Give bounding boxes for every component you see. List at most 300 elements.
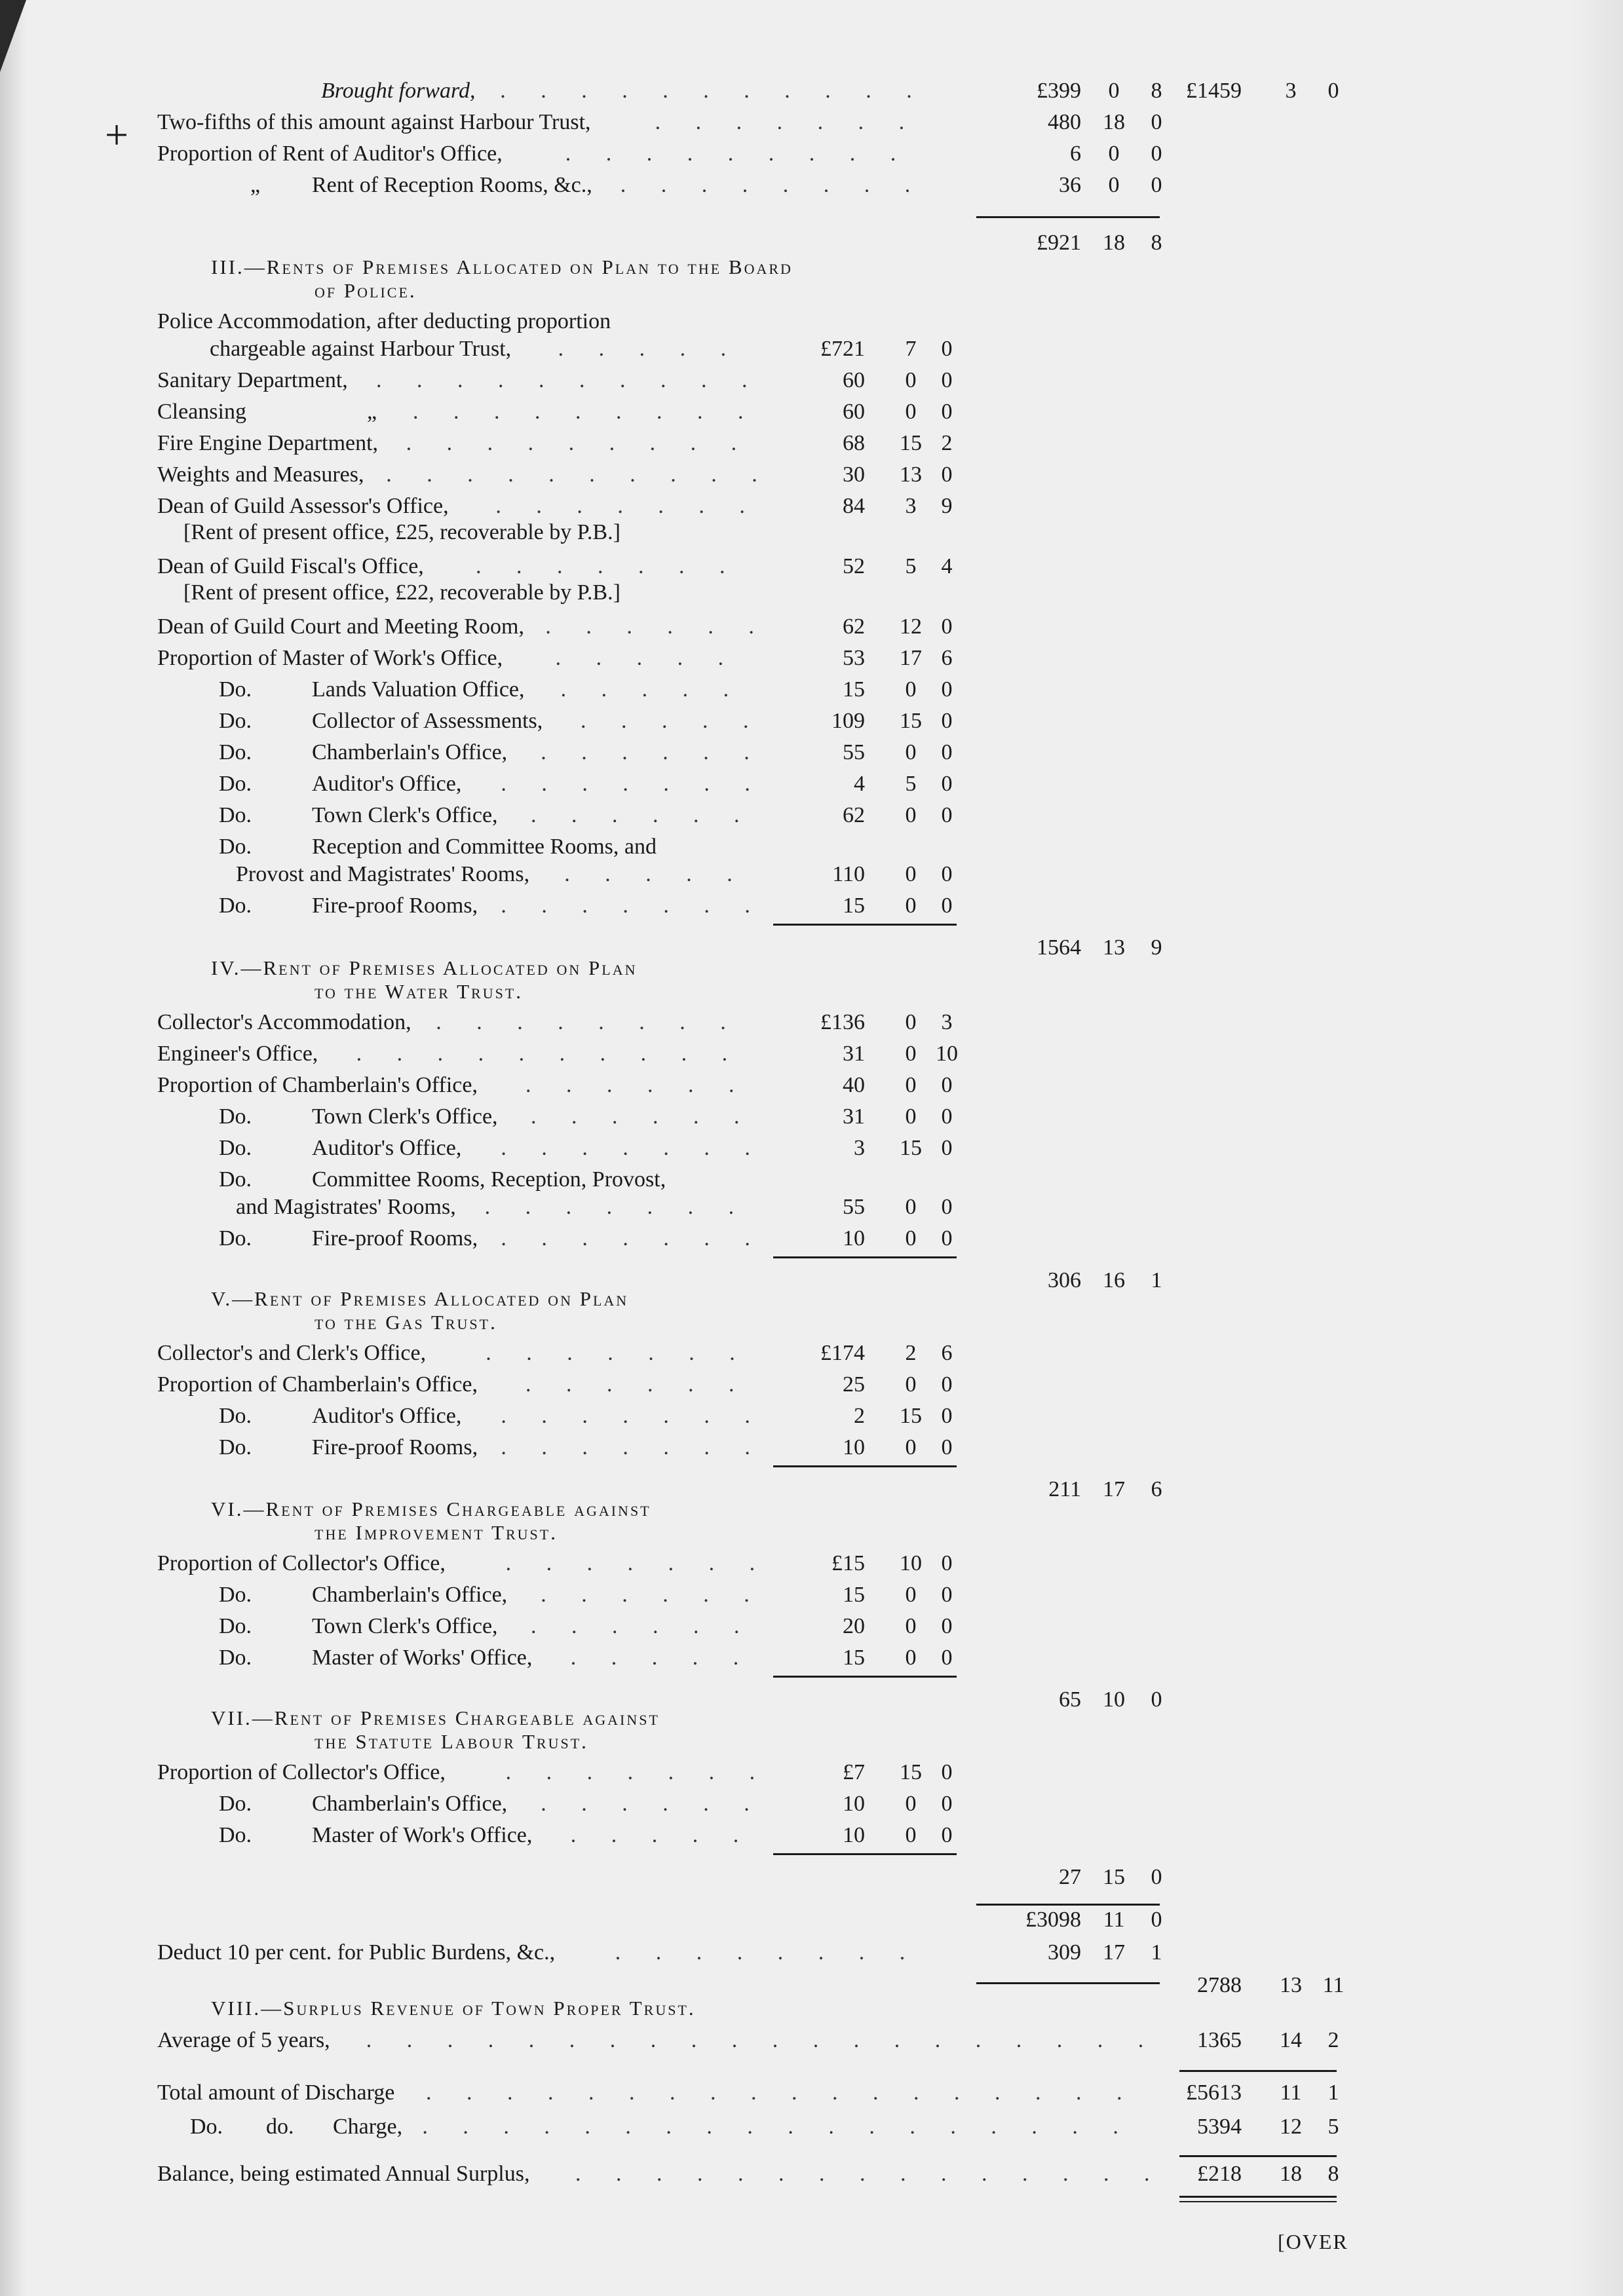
leader-dot: . bbox=[690, 431, 697, 455]
leader-dot: . bbox=[668, 1760, 674, 1784]
leader-dot: . bbox=[721, 1042, 728, 1066]
leader-dot: . bbox=[646, 141, 653, 166]
amount-a-pounds: 20 bbox=[843, 1614, 865, 1638]
section-v-total-pence: 6 bbox=[1151, 1477, 1162, 1501]
section-iii-note bbox=[0, 580, 1623, 611]
section-vi-item-1 bbox=[0, 1583, 1623, 1613]
leader-dot: . bbox=[738, 400, 744, 424]
leader-dot: . bbox=[560, 677, 567, 702]
leader-dot: . bbox=[582, 1226, 588, 1251]
balance-amount-pounds: £218 bbox=[1197, 2162, 1242, 2186]
row-label: Charge, bbox=[333, 2115, 403, 2139]
row-label: Proportion of Master of Work's Office, bbox=[157, 646, 503, 670]
leader-dot: . bbox=[742, 368, 748, 392]
folded-corner bbox=[0, 0, 26, 72]
amount-a-shillings: 3 bbox=[905, 494, 917, 518]
leader-dot: . bbox=[692, 1646, 698, 1670]
discharge-total-pence: 1 bbox=[1327, 2080, 1339, 2105]
amount-a-pounds: 53 bbox=[843, 646, 865, 670]
section-v-total-shillings: 17 bbox=[1103, 1477, 1125, 1501]
leader-dot: . bbox=[728, 1195, 735, 1219]
leader-dot: . bbox=[704, 1136, 710, 1160]
leader-dot: . bbox=[747, 2115, 753, 2139]
leader-dot: . bbox=[653, 1104, 659, 1129]
leader-dot: . bbox=[500, 79, 506, 103]
leader-dot: . bbox=[738, 2162, 744, 2186]
section-vii-total-pence: 0 bbox=[1151, 1865, 1162, 1889]
row-label: Proportion of Chamberlain's Office, bbox=[157, 1372, 478, 1397]
grand-subtotal-shillings: 11 bbox=[1103, 1908, 1125, 1932]
leader-dot: . bbox=[860, 2162, 866, 2186]
leader-dot: . bbox=[541, 1136, 547, 1160]
amount-a-pounds: 30 bbox=[843, 462, 865, 487]
amount-a-pence: 0 bbox=[941, 1404, 953, 1428]
ditto-do: Do. bbox=[219, 1583, 252, 1607]
amount-a-shillings: 0 bbox=[905, 368, 917, 392]
amount-a-pounds: 60 bbox=[843, 400, 865, 424]
leader-dot: . bbox=[487, 431, 493, 455]
row-label: Brought forward, bbox=[321, 79, 476, 103]
ditto-do: Do. bbox=[219, 1646, 252, 1670]
leader-dot: . bbox=[581, 709, 586, 733]
section-v-item-3 bbox=[0, 1435, 1623, 1465]
leader-dot: . bbox=[437, 1042, 444, 1066]
leader-dot: . bbox=[704, 772, 710, 796]
leader-dot: . bbox=[579, 368, 585, 392]
leader-dot: . bbox=[605, 862, 611, 886]
ditto-mark: „ bbox=[367, 400, 377, 424]
leader-dot: . bbox=[651, 1823, 658, 1847]
row-label: Proportion of Chamberlain's Office, bbox=[157, 1073, 478, 1097]
section-vi-total-pounds: 65 bbox=[1059, 1687, 1081, 1712]
leader-dot: . bbox=[566, 1372, 572, 1397]
leader-dot: . bbox=[655, 110, 661, 134]
section-iv-item-6 bbox=[0, 1226, 1623, 1256]
leader-dot: . bbox=[864, 173, 870, 197]
leader-dot: . bbox=[677, 646, 683, 670]
leader-dot: . bbox=[546, 1551, 552, 1575]
leader-dot: . bbox=[1103, 2162, 1109, 2186]
section-iii-item-0-cont bbox=[0, 337, 1623, 367]
amount-a-pence: 0 bbox=[941, 740, 953, 764]
ditto-do: Do. bbox=[219, 1104, 252, 1129]
ditto-do: Do. bbox=[219, 894, 252, 918]
leader-dot: . bbox=[622, 1792, 628, 1816]
section-iii-rule bbox=[773, 924, 957, 926]
leader-dot: . bbox=[541, 772, 547, 796]
leader-dot: . bbox=[772, 2028, 778, 2052]
leader-dot: . bbox=[611, 1646, 617, 1670]
leader-dot: . bbox=[541, 1226, 547, 1251]
leader-dot: . bbox=[541, 1792, 546, 1816]
leader-dot: . bbox=[396, 1042, 403, 1066]
leader-dot: . bbox=[744, 1136, 750, 1160]
leader-dot: . bbox=[663, 772, 669, 796]
section-vi-heading: VI.—Rent of Premises Chargeable against bbox=[211, 1497, 651, 1520]
amount-a-pence: 0 bbox=[941, 1435, 953, 1459]
leader-dot: . bbox=[526, 1341, 532, 1365]
row-label: Rent of Reception Rooms, &c., bbox=[312, 173, 592, 197]
row-label: Proportion of Rent of Auditor's Office, bbox=[157, 141, 503, 166]
amount-a-pounds: 109 bbox=[831, 709, 865, 733]
amount-a-pounds: 15 bbox=[843, 1583, 865, 1607]
row-label: Dean of Guild Fiscal's Office, bbox=[157, 554, 424, 578]
leader-dot: . bbox=[788, 2115, 793, 2139]
section-iii-item-13 bbox=[0, 740, 1623, 770]
section-iv-item-5-cont bbox=[0, 1195, 1623, 1225]
leader-dot: . bbox=[1137, 2028, 1144, 2052]
row-label: Fire Engine Department, bbox=[157, 431, 379, 455]
leader-dot: . bbox=[698, 494, 704, 518]
leader-dot: . bbox=[484, 1195, 491, 1219]
leader-dot: . bbox=[386, 462, 392, 487]
leader-dot: . bbox=[446, 431, 453, 455]
amount-b-pence: 0 bbox=[1151, 173, 1162, 197]
leader-dot: . bbox=[570, 1823, 577, 1847]
amount-a-pence: 10 bbox=[936, 1042, 958, 1066]
section-iv-item-0 bbox=[0, 1010, 1623, 1040]
charge-total-pence: 5 bbox=[1327, 2115, 1339, 2139]
leader-dot: . bbox=[565, 141, 571, 166]
leader-dot: . bbox=[417, 368, 423, 392]
leader-dot: . bbox=[622, 772, 628, 796]
leader-dot: . bbox=[849, 141, 856, 166]
row-label: Police Accommodation, after deducting proportion bbox=[157, 309, 611, 333]
leader-dot: . bbox=[982, 2162, 987, 2186]
balance-rule-2 bbox=[1179, 2201, 1337, 2202]
leader-dot: . bbox=[516, 554, 522, 578]
leader-dot: . bbox=[913, 2080, 919, 2105]
leader-dot: . bbox=[622, 1136, 628, 1160]
leader-dot: . bbox=[703, 740, 709, 764]
amount-a-pounds: 15 bbox=[843, 677, 865, 702]
section-iv-heading: IV.—Rent of Premises Allocated on Plan bbox=[211, 956, 638, 979]
leader-dot: . bbox=[670, 462, 676, 487]
leader-dot: . bbox=[525, 1195, 531, 1219]
leader-dot: . bbox=[729, 1073, 735, 1097]
section-iii-item-3 bbox=[0, 431, 1623, 461]
section-iii-item-17 bbox=[0, 894, 1623, 924]
leader-dot: . bbox=[541, 1435, 547, 1459]
amount-a-pence: 4 bbox=[941, 554, 953, 578]
leader-dot: . bbox=[1031, 2115, 1037, 2139]
leader-dot: . bbox=[476, 1010, 482, 1034]
amount-a-pounds: 10 bbox=[843, 1435, 865, 1459]
leader-dot: . bbox=[696, 1940, 702, 1965]
leader-dot: . bbox=[660, 173, 667, 197]
leader-dot: . bbox=[734, 803, 740, 827]
deduct-row bbox=[0, 1940, 1623, 1970]
row-label: Average of 5 years, bbox=[157, 2028, 330, 2052]
brought-forward-row-0 bbox=[0, 79, 1623, 109]
row-label: Total amount of Discharge bbox=[157, 2080, 395, 2105]
leader-dot: . bbox=[436, 1010, 442, 1034]
leader-dot: . bbox=[890, 141, 896, 166]
row-label: Sanitary Department, bbox=[157, 368, 348, 392]
amount-a-pence: 0 bbox=[941, 1760, 953, 1784]
row-label: Fire-proof Rooms, bbox=[312, 894, 478, 918]
leader-dot: . bbox=[691, 2028, 697, 2052]
amount-a-pounds: 40 bbox=[843, 1073, 865, 1097]
amount-b-pence: 0 bbox=[1151, 110, 1162, 134]
leader-dot: . bbox=[1072, 2115, 1078, 2139]
brought-forward-row-2 bbox=[0, 141, 1623, 172]
amount-a-shillings: 15 bbox=[900, 1404, 922, 1428]
leader-dot: . bbox=[736, 110, 742, 134]
row-label: Town Clerk's Office, bbox=[312, 1104, 498, 1129]
leader-dot: . bbox=[622, 79, 628, 103]
leader-dot: . bbox=[528, 2028, 535, 2052]
leader-dot: . bbox=[567, 1341, 573, 1365]
leader-dot: . bbox=[476, 554, 482, 578]
amount-a-shillings: 0 bbox=[905, 1195, 917, 1219]
leader-dot: . bbox=[598, 1010, 604, 1034]
section-v-heading: V.—Rent of Premises Allocated on Plan bbox=[211, 1287, 629, 1310]
ditto-do: Do. bbox=[219, 772, 252, 796]
leader-dot: . bbox=[704, 1435, 710, 1459]
leader-dot: . bbox=[426, 2080, 432, 2105]
amount-a-pence: 0 bbox=[941, 1073, 953, 1097]
leader-dot: . bbox=[828, 2115, 834, 2139]
section-iv-heading-line2: to the Water Trust. bbox=[315, 980, 524, 1003]
leader-dot: . bbox=[776, 110, 783, 134]
amount-a-pence: 0 bbox=[941, 1614, 953, 1638]
section-iv-total-pounds: 306 bbox=[1048, 1268, 1081, 1292]
leader-dot: . bbox=[507, 2080, 513, 2105]
leader-dot: . bbox=[569, 2028, 575, 2052]
leader-dot: . bbox=[639, 1010, 645, 1034]
amount-a-pounds: 62 bbox=[843, 614, 865, 639]
leader-dot: . bbox=[486, 1341, 491, 1365]
ditto-do: Do. bbox=[219, 1136, 252, 1160]
leader-dot: . bbox=[708, 1760, 715, 1784]
leader-dot: . bbox=[615, 1940, 621, 1965]
leader-dot: . bbox=[749, 1760, 755, 1784]
leader-dot: . bbox=[657, 2162, 662, 2186]
leader-dot: . bbox=[376, 368, 382, 392]
leader-dot: . bbox=[975, 2028, 982, 2052]
amount-a-shillings: 0 bbox=[905, 1646, 917, 1670]
row-label: Collector of Assessments, bbox=[312, 709, 543, 733]
section-vi-item-0 bbox=[0, 1551, 1623, 1581]
leader-dot: . bbox=[629, 2080, 635, 2105]
leader-dot: . bbox=[548, 2080, 554, 2105]
leader-dot: . bbox=[742, 173, 748, 197]
amount-a-shillings: 12 bbox=[900, 614, 922, 639]
amount-a-shillings: 2 bbox=[905, 1341, 917, 1365]
charge-total-pounds: 5394 bbox=[1197, 2115, 1242, 2139]
leader-dot: . bbox=[531, 1104, 537, 1129]
section-vii-total-pounds: 27 bbox=[1059, 1865, 1081, 1889]
leader-dot: . bbox=[768, 141, 774, 166]
ditto-do: Do. bbox=[219, 1226, 252, 1251]
amount-a-pence: 0 bbox=[941, 1195, 953, 1219]
section-vi-total-shillings: 10 bbox=[1103, 1687, 1125, 1712]
leader-dot: . bbox=[693, 1104, 699, 1129]
amount-a-shillings: 10 bbox=[900, 1551, 922, 1575]
amount-a-pounds: 68 bbox=[843, 431, 865, 455]
amount-a-pence: 0 bbox=[941, 368, 953, 392]
row-label: Two-fifths of this amount against Harbour Trust, bbox=[157, 110, 591, 134]
amount-a-pence: 0 bbox=[941, 709, 953, 733]
leader-dot: . bbox=[453, 400, 459, 424]
row-label: Engineer's Office, bbox=[157, 1042, 318, 1066]
leader-dot: . bbox=[693, 803, 699, 827]
row-label: Fire-proof Rooms, bbox=[312, 1435, 478, 1459]
amount-a-shillings: 0 bbox=[905, 1614, 917, 1638]
leader-dot: . bbox=[518, 1042, 525, 1066]
leader-dot: . bbox=[778, 2162, 784, 2186]
leader-dot: . bbox=[655, 1940, 662, 1965]
leader-dot: . bbox=[582, 894, 588, 918]
leader-dot: . bbox=[687, 1195, 694, 1219]
leader-dot: . bbox=[744, 1226, 750, 1251]
deduct-label: Deduct 10 per cent. for Public Burdens, &c., bbox=[157, 1940, 556, 1965]
summary-charge-row bbox=[0, 2115, 1623, 2145]
amount-a-shillings: 0 bbox=[905, 1104, 917, 1129]
row-label: Proportion of Collector's Office, bbox=[157, 1551, 446, 1575]
section-iii-total-pounds: 1564 bbox=[1037, 935, 1081, 960]
section-iv-rule bbox=[773, 1256, 957, 1258]
section-v-rule bbox=[773, 1465, 957, 1467]
leader-dot: . bbox=[748, 614, 754, 639]
leader-dot: . bbox=[679, 1010, 685, 1034]
leader-dot: . bbox=[647, 1195, 653, 1219]
ditto-do: Do. bbox=[219, 740, 252, 764]
leader-dot: . bbox=[620, 173, 626, 197]
amount-a-shillings: 15 bbox=[900, 709, 922, 733]
section-vi-heading-line2: the Improvement Trust. bbox=[315, 1521, 558, 1544]
leader-dot: . bbox=[653, 803, 659, 827]
section-vii-item-0 bbox=[0, 1760, 1623, 1790]
leader-dot: . bbox=[406, 431, 412, 455]
brought-forward-row-3 bbox=[0, 173, 1623, 203]
leader-dot: . bbox=[670, 2080, 676, 2105]
leader-dot: . bbox=[752, 462, 757, 487]
leader-dot: . bbox=[666, 2115, 672, 2139]
leader-dot: . bbox=[467, 462, 473, 487]
amount-b-shillings: 0 bbox=[1108, 173, 1120, 197]
leader-dot: . bbox=[478, 1042, 484, 1066]
leader-dot: . bbox=[894, 2028, 900, 2052]
top-total-pounds: £921 bbox=[1037, 231, 1081, 255]
amount-a-shillings: 13 bbox=[900, 462, 922, 487]
amount-b-shillings: 0 bbox=[1108, 141, 1120, 166]
leader-dot: . bbox=[564, 862, 570, 886]
leader-dot: . bbox=[565, 1195, 572, 1219]
subtotal-rule bbox=[976, 216, 1160, 218]
amount-a-shillings: 5 bbox=[905, 772, 917, 796]
leader-dot: . bbox=[723, 677, 729, 702]
amount-a-shillings: 0 bbox=[905, 803, 917, 827]
leader-dot: . bbox=[559, 1042, 565, 1066]
leader-dot: . bbox=[611, 1823, 617, 1847]
leader-dot: . bbox=[858, 1940, 865, 1965]
leader-dot: . bbox=[708, 1551, 715, 1575]
amount-a-pence: 0 bbox=[941, 1583, 953, 1607]
amount-a-pounds: 60 bbox=[843, 368, 865, 392]
leader-dot: . bbox=[1035, 2080, 1041, 2105]
leader-dot: . bbox=[589, 462, 595, 487]
amount-a-shillings: 5 bbox=[905, 554, 917, 578]
leader-dot: . bbox=[639, 337, 645, 361]
viii-amount-pence: 2 bbox=[1327, 2028, 1339, 2052]
leader-dot: . bbox=[568, 431, 575, 455]
amount-a-pounds: 25 bbox=[843, 1372, 865, 1397]
section-vii-total-row bbox=[0, 1865, 1623, 1895]
amount-a-pence: 0 bbox=[941, 772, 953, 796]
section-v-heading-line2: to the Gas Trust. bbox=[315, 1311, 497, 1334]
leader-dot: . bbox=[653, 1614, 659, 1638]
amount-a-pence: 0 bbox=[941, 894, 953, 918]
amount-a-pounds: £174 bbox=[820, 1341, 865, 1365]
leader-dot: . bbox=[566, 1073, 572, 1097]
leader-dot: . bbox=[832, 2080, 838, 2105]
leader-dot: . bbox=[541, 1404, 547, 1428]
leader-dot: . bbox=[501, 772, 506, 796]
amount-a-pence: 0 bbox=[941, 1823, 953, 1847]
row-label-cont: chargeable against Harbour Trust, bbox=[210, 337, 512, 361]
row-label: Balance, being estimated Annual Surplus, bbox=[157, 2162, 530, 2186]
leader-dot: . bbox=[703, 79, 709, 103]
leader-dot: . bbox=[853, 2028, 860, 2052]
amount-a-shillings: 0 bbox=[905, 1435, 917, 1459]
amount-a-pence: 0 bbox=[941, 1792, 953, 1816]
amount-a-shillings: 0 bbox=[905, 1073, 917, 1097]
leader-dot: . bbox=[663, 1136, 669, 1160]
amount-b-pounds: 36 bbox=[1059, 173, 1081, 197]
leader-dot: . bbox=[422, 2115, 428, 2139]
leader-dot: . bbox=[1076, 2080, 1082, 2105]
amount-a-pounds: 10 bbox=[843, 1792, 865, 1816]
section-iii-total-pence: 9 bbox=[1151, 935, 1162, 960]
row-label: Town Clerk's Office, bbox=[312, 803, 498, 827]
leader-dot: . bbox=[710, 2080, 716, 2105]
row-label: Chamberlain's Office, bbox=[312, 1583, 508, 1607]
leader-dot: . bbox=[582, 772, 588, 796]
leader-dot: . bbox=[494, 400, 500, 424]
leader-dot: . bbox=[648, 1341, 654, 1365]
leader-dot: . bbox=[541, 79, 546, 103]
leader-dot: . bbox=[733, 1646, 739, 1670]
leader-dot: . bbox=[818, 1940, 824, 1965]
grand-subtotal-rule-top bbox=[976, 1904, 1160, 1906]
leader-dot: . bbox=[607, 1341, 613, 1365]
amount-a-shillings: 0 bbox=[905, 862, 917, 886]
section-iii-item-4 bbox=[0, 462, 1623, 493]
amount-a-shillings: 0 bbox=[905, 1583, 917, 1607]
leader-dot: . bbox=[744, 1583, 750, 1607]
amount-a-pounds: 15 bbox=[843, 1646, 865, 1670]
leader-dot: . bbox=[467, 2080, 472, 2105]
leader-dot: . bbox=[617, 494, 623, 518]
leader-dot: . bbox=[525, 1073, 531, 1097]
row-label: Master of Works' Office, bbox=[312, 1646, 533, 1670]
leader-dot: . bbox=[663, 894, 669, 918]
leader-dot: . bbox=[621, 709, 627, 733]
leader-dot: . bbox=[571, 1614, 577, 1638]
amount-a-shillings: 0 bbox=[905, 740, 917, 764]
ditto-do: Do. bbox=[190, 2115, 223, 2139]
ditto-do: Do. bbox=[219, 709, 252, 733]
row-label-cont: Provost and Magistrates' Rooms, bbox=[236, 862, 530, 886]
leader-dot: . bbox=[447, 2028, 453, 2052]
grand-subtotal-row bbox=[0, 1908, 1623, 1938]
amount-a-pence: 0 bbox=[941, 862, 953, 886]
leader-dot: . bbox=[954, 2080, 960, 2105]
leader-dot: . bbox=[899, 1940, 906, 1965]
leader-dot: . bbox=[495, 494, 501, 518]
